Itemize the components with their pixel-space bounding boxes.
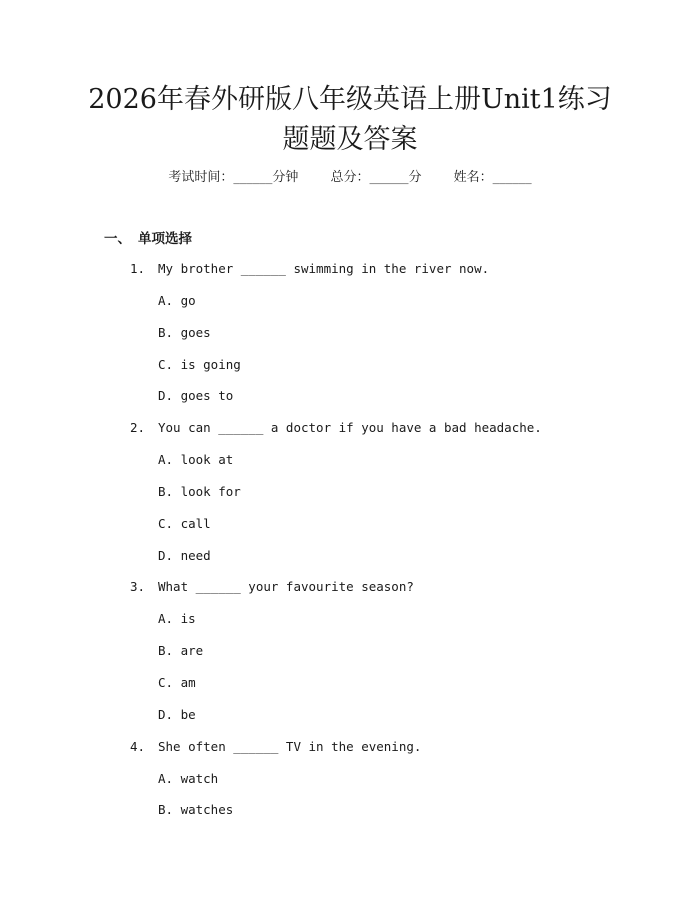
question-text: What ______ your favourite season?	[158, 579, 414, 595]
option-text: B. look for	[158, 483, 241, 499]
option-text: D. need	[158, 547, 211, 563]
option-text: D. be	[158, 706, 196, 722]
option-text: D. goes to	[158, 388, 234, 404]
exam-total-score: 总分：______分	[330, 170, 422, 185]
question-1-option-b	[0, 322, 700, 354]
question-2-option-a	[0, 449, 700, 481]
question-3-option-d	[0, 704, 700, 736]
option-text: A. go	[158, 292, 196, 308]
section-heading	[104, 229, 192, 249]
option-text: C. is going	[158, 356, 241, 372]
option-text: A. look at	[158, 452, 234, 468]
option-text: B. watches	[158, 802, 234, 818]
question-1-option-c	[0, 354, 700, 386]
question-text: She often ______ TV in the evening.	[158, 738, 422, 754]
question-2	[0, 417, 700, 449]
question-number: 4.	[130, 738, 146, 754]
question-2-option-b	[0, 481, 700, 513]
question-text: My brother ______ swimming in the river now.	[158, 261, 490, 276]
question-2-option-d	[0, 545, 700, 577]
question-1-option-a	[0, 290, 700, 322]
question-list	[0, 258, 700, 831]
option-text: A. watch	[158, 770, 219, 786]
question-number: 1.	[130, 261, 146, 276]
option-text: B. are	[158, 643, 204, 659]
option-text: A. is	[158, 611, 196, 627]
question-3-option-c	[0, 672, 700, 704]
option-text: C. call	[158, 515, 211, 531]
question-4-option-b	[0, 799, 700, 831]
section-number: 一、	[104, 231, 131, 247]
section-title: 单项选择	[138, 231, 192, 247]
question-2-option-c	[0, 513, 700, 545]
question-3	[0, 576, 700, 608]
question-3-option-b	[0, 640, 700, 672]
exam-time: 考试时间：______分钟	[168, 170, 299, 185]
title-line-2: 题题及答案	[282, 124, 418, 155]
question-text: You can ______ a doctor if you have a bad headache.	[158, 420, 542, 436]
question-number: 2.	[130, 420, 146, 436]
student-name: 姓名：______	[453, 170, 532, 185]
option-text: B. goes	[158, 324, 211, 340]
document-title	[60, 80, 640, 160]
question-1	[0, 258, 700, 290]
title-line-1: 2026年春外研版八年级英语上册Unit1练习	[88, 84, 612, 115]
question-4-option-a	[0, 768, 700, 800]
question-number: 3.	[130, 579, 146, 595]
question-1-option-d	[0, 385, 700, 417]
question-4	[0, 736, 700, 768]
exam-info	[0, 168, 700, 188]
question-3-option-a	[0, 608, 700, 640]
option-text: C. am	[158, 674, 196, 690]
